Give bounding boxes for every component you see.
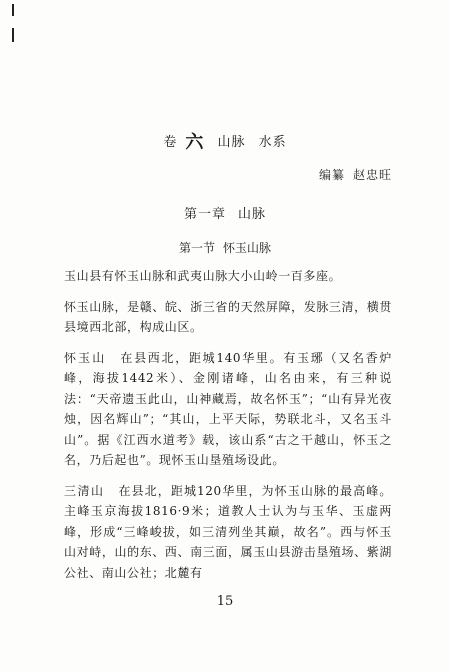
volume-prefix: 卷 [163, 135, 178, 150]
paragraph-text: 玉山县有怀玉山脉和武夷山脉大小山岭一百多座。 [64, 269, 342, 283]
volume-word-rivers: 水系 [258, 135, 287, 150]
paragraph-text: 在县西北，距城140华里。有玉琊（又名香炉峰，海拔1442米）、金刚诸峰，山名由来，有三种说法：“天帝遗玉此山，山神藏焉，故名怀玉”；“山有异光夜烛，因名辉山”；“其山，上平天际，势联北斗，又名玉斗山”。据《江西水道考》载，该山系“古之干越山，怀玉之名，乃后起也”。现怀玉山垦殖场设此。 [64, 350, 392, 467]
paragraph-intro [64, 266, 392, 287]
page-number: 15 [216, 594, 234, 609]
scan-artifact-mark [12, 4, 14, 16]
compiler-credit [311, 166, 392, 183]
chapter-number: 第一章 [183, 207, 226, 222]
compiler-label: 编纂 [318, 168, 345, 182]
paragraph-range-overview [64, 297, 392, 338]
compiler-name: 赵忠旺 [352, 168, 392, 182]
section-heading [0, 239, 450, 256]
scan-artifact-mark [12, 28, 14, 42]
paragraph-sanqing-mountain [64, 481, 392, 584]
section-number: 第一节 [178, 241, 215, 255]
mountain-name: 怀玉山 [64, 350, 107, 365]
volume-number: 六 [185, 132, 205, 153]
body-text [64, 266, 392, 583]
paragraph-text: 在县北，距城120华里，为怀玉山脉的最高峰。主峰玉京海拔1816·9米；道教人士认为与玉华、玉虚两峰，形成“三峰峻拔，如三清列坐其巅，故名”。西与怀玉山对峙，山的东、西、南三面，属玉山县游击垦殖场、紫湖公社、南山公社；北麓有 [64, 483, 392, 580]
paragraph-text: 怀玉山脉，是赣、皖、浙三省的天然屏障，发脉三清，横贯县境西北部，构成山区。 [64, 299, 392, 334]
volume-word-mountains: 山脉 [217, 135, 246, 150]
paragraph-huaiyu-mountain [64, 348, 392, 471]
volume-heading [0, 126, 450, 152]
chapter-heading [0, 203, 450, 222]
chapter-title: 山脉 [238, 207, 267, 222]
mountain-name: 三清山 [64, 483, 105, 498]
section-title: 怀玉山脉 [223, 241, 272, 255]
